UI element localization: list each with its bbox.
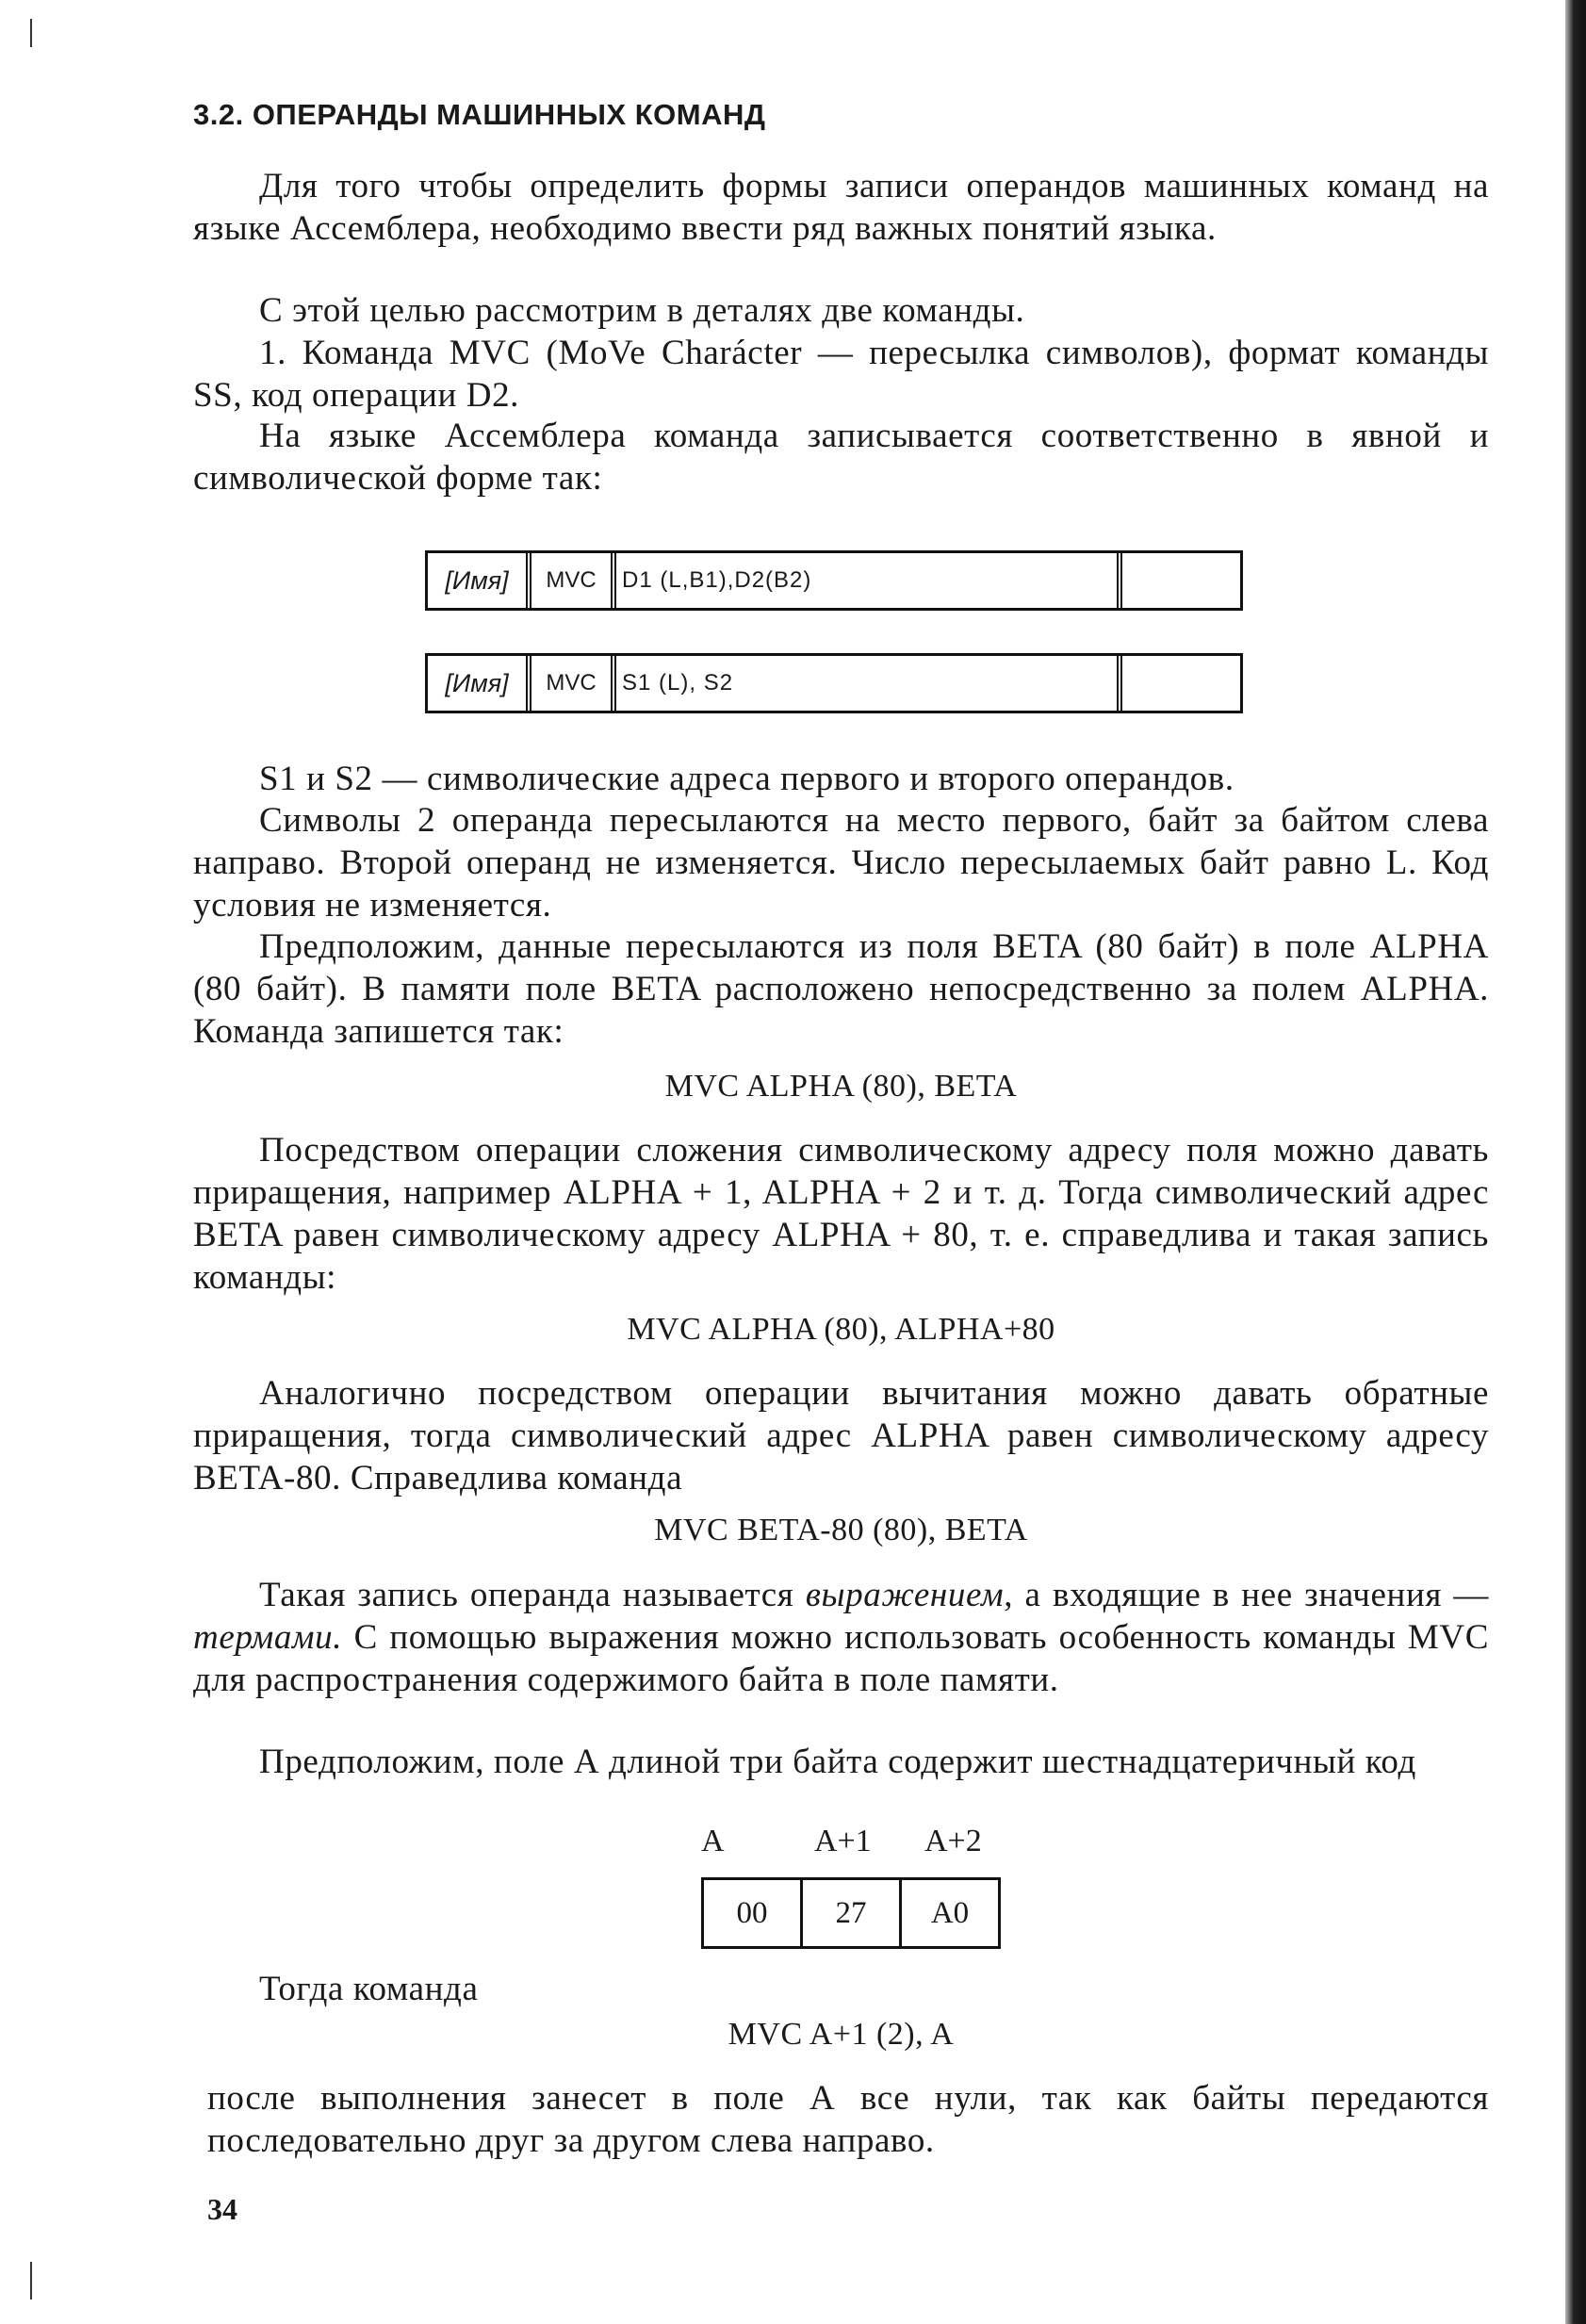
byte-table <box>701 1877 1001 1949</box>
text: Такая запись операнда называется <box>259 1576 806 1614</box>
byte-label: A+2 <box>924 1824 982 1858</box>
byte-cell: A0 <box>899 1880 1001 1946</box>
paragraph <box>193 1574 1489 1701</box>
comment-field <box>1122 656 1240 711</box>
code-line: MVC ALPHA (80), ALPHA+80 <box>627 1312 1055 1347</box>
code-line: MVC A+1 (2), A <box>728 2017 955 2052</box>
byte-table-labels <box>701 1824 1012 1866</box>
byte-cell: 27 <box>800 1880 899 1946</box>
term-terms: термами. <box>193 1618 343 1657</box>
paragraph: Тогда команда <box>259 1970 479 2008</box>
byte-label: A <box>701 1824 725 1858</box>
paragraph: S1 и S2 — символические адреса первого и второго операндов. <box>259 760 1234 798</box>
scan-mark <box>30 19 32 47</box>
term-expression: выражением <box>805 1576 1005 1614</box>
paragraph: На языке Ассемблера команда записывается соответственно в явной и символической форме так: <box>193 417 1489 498</box>
paragraph: 1. Команда MVC (MoVe Charácter — пересылка символов), формат команды SS, код операции D2. <box>193 334 1489 415</box>
scan-edge <box>1565 0 1586 2324</box>
instruction-format-explicit <box>425 550 1243 611</box>
paragraph: Предположим, данные пересылаются из поля BETA (80 байт) в поле ALPHA (80 байт). В памяти поле BETA расположено непосредственно за полем ALPHA. Команда запишется так: <box>193 927 1489 1051</box>
operands-field: D1 (L,B1),D2(B2) <box>616 553 1122 608</box>
paragraph: Символы 2 операнда пересылаются на место первого, байт за байтом слева направо. Второй операнд не изменяется. Число пересылаемых байт равно L. Код условия не изменяется. <box>193 801 1489 925</box>
comment-field <box>1122 553 1240 608</box>
instruction-format-symbolic <box>425 653 1243 713</box>
code-line: MVC ALPHA (80), BETA <box>664 1069 1018 1104</box>
opcode-field: MVC <box>531 553 616 608</box>
name-field: [Имя] <box>428 553 531 608</box>
name-field: [Имя] <box>428 656 531 711</box>
page-number: 34 <box>207 2192 237 2226</box>
scan-mark <box>30 2262 32 2299</box>
paragraph: Аналогично посредством операции вычитания можно давать обратные приращения, тогда символический адрес ALPHA равен символическому адресу BETA-80. Справедлива команда <box>193 1374 1489 1498</box>
byte-label: A+1 <box>814 1824 872 1858</box>
operands-field: S1 (L), S2 <box>616 656 1122 711</box>
text: , а входящие в нее значения — <box>1004 1576 1489 1614</box>
code-line: MVC BETA-80 (80), BETA <box>654 1513 1028 1547</box>
paragraph: Посредством операции сложения символическому адресу поля можно давать приращения, например ALPHA + 1, ALPHA + 2 и т. д. Тогда символический адрес BETA равен символическому адресу ALPHA + 80, т. е. справедлива и такая запись команды: <box>193 1131 1489 1297</box>
byte-cell: 00 <box>701 1880 800 1946</box>
section-heading: 3.2. ОПЕРАНДЫ МАШИННЫХ КОМАНД <box>193 98 766 131</box>
paragraph: С этой целью рассмотрим в деталях две команды. <box>259 291 1025 330</box>
paragraph: Для того чтобы определить формы записи операндов машинных команд на языке Ассемблера, необходимо ввести ряд важных понятий языка. <box>193 167 1489 248</box>
paragraph: после выполнения занесет в поле А все нули, так как байты передаются последовательно друг за другом слева направо. <box>207 2079 1489 2160</box>
paragraph: Предположим, поле А длиной три байта содержит шестнадцатеричный код <box>259 1743 1416 1781</box>
text: С помощью выражения можно использовать особенность команды MVC для распространения содержимого байта в поле памяти. <box>193 1618 1489 1699</box>
opcode-field: MVC <box>531 656 616 711</box>
